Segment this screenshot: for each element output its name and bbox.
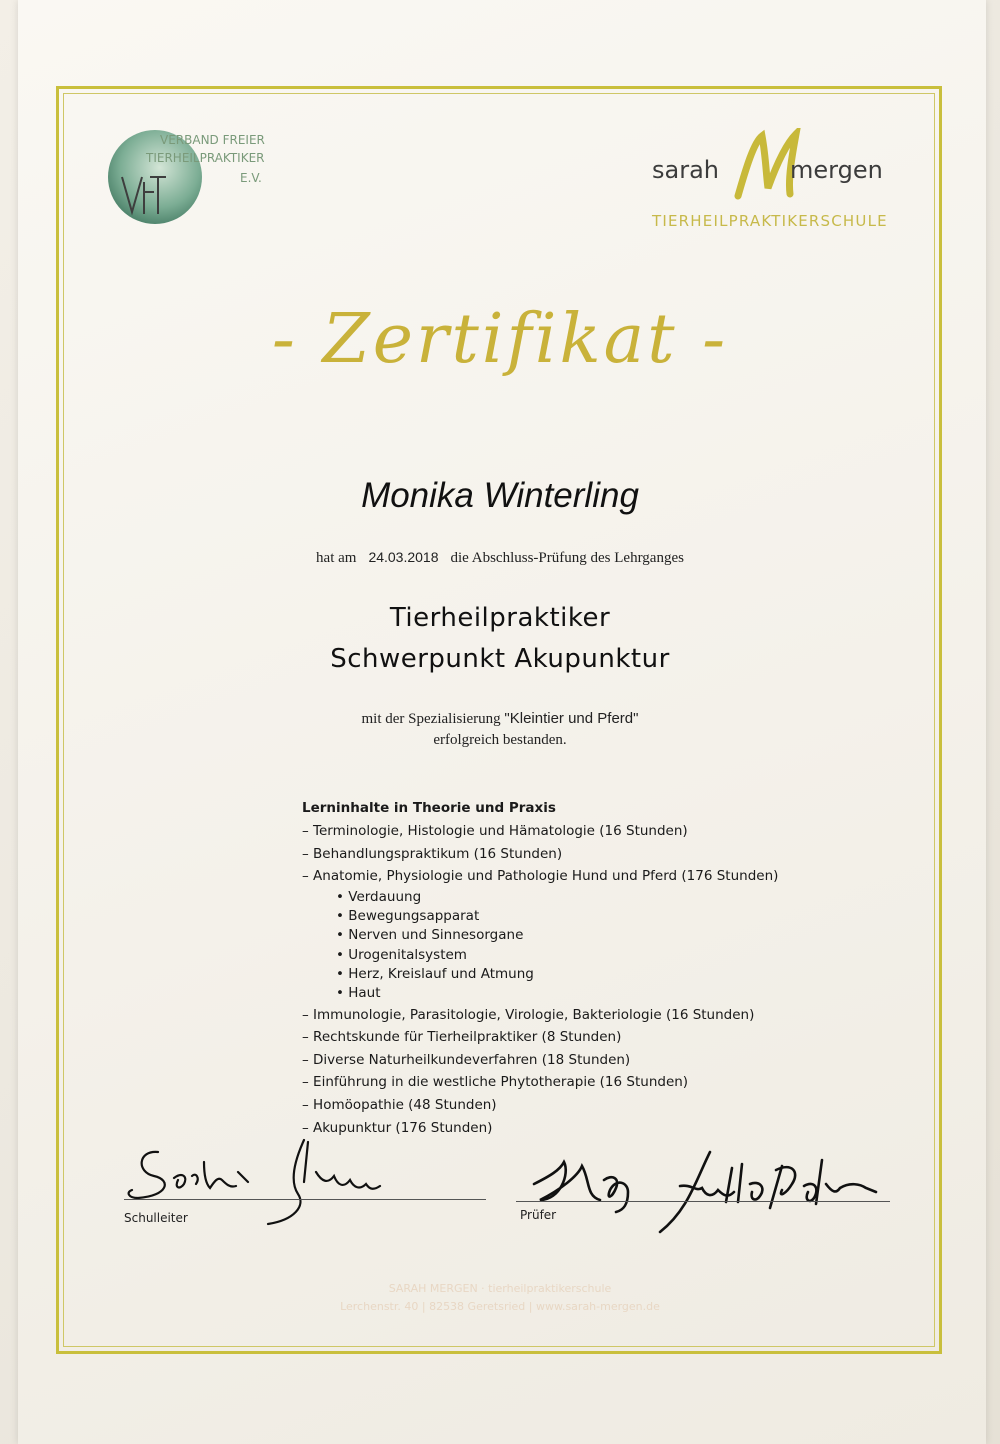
content-item: – Behandlungspraktikum (16 Stunden) xyxy=(302,845,563,862)
recipient-name: Monika Winterling xyxy=(361,476,639,515)
content-subitem: • Herz, Kreislauf und Atmung xyxy=(336,965,534,982)
specialization-line xyxy=(0,710,1000,728)
association-logo xyxy=(100,122,290,232)
content-subitem: • Urogenitalsystem xyxy=(336,946,467,963)
exam-date: 24.03.2018 xyxy=(368,549,439,565)
certificate-title: - Zertifikat - xyxy=(271,300,729,379)
signature-line-left xyxy=(124,1199,486,1200)
specialization-prefix: mit der Spezialisierung xyxy=(361,711,501,727)
logo-word-mergen: mergen xyxy=(790,156,883,184)
svg-text:VERBAND FREIER: VERBAND FREIER xyxy=(160,133,265,147)
content-subitem: • Bewegungsapparat xyxy=(336,908,480,925)
content-item: – Anatomie, Physiologie und Pathologie Hund und Pferd (176 Stunden) xyxy=(302,868,779,885)
svg-text:E.V.: E.V. xyxy=(240,171,262,185)
course-contents xyxy=(302,800,778,1139)
exam-suffix: die Abschluss-Prüfung des Lehrganges xyxy=(450,550,684,566)
content-item: – Immunologie, Parasitologie, Virologie, Bakteriologie (16 Stunden) xyxy=(302,1006,755,1023)
signature-label-right: Prüfer xyxy=(520,1208,557,1222)
content-item: – Einführung in die westliche Phytotherapie (16 Stunden) xyxy=(302,1074,689,1091)
result-line: erfolgreich bestanden. xyxy=(433,732,567,748)
content-item: – Akupunktur (176 Stunden) xyxy=(302,1119,493,1136)
specialization-value: "Kleintier und Pferd" xyxy=(504,710,639,727)
examiner-signature xyxy=(520,1140,910,1240)
signature-label-left: Schulleiter xyxy=(124,1211,188,1225)
content-subitem: • Haut xyxy=(336,985,381,1002)
signature-line-right xyxy=(516,1201,890,1202)
footer-school-name: SARAH MERGEN · tierheilpraktikerschule xyxy=(388,1282,612,1295)
content-item: – Terminologie, Histologie und Hämatologie (16 Stunden) xyxy=(302,823,688,839)
logo-word-sarah: sarah xyxy=(652,156,719,184)
svg-text:TIERHEILPRAKTIKER: TIERHEILPRAKTIKER xyxy=(146,151,265,165)
content-item: – Rechtskunde für Tierheilpraktiker (8 Stunden) xyxy=(302,1029,622,1046)
exam-prefix: hat am xyxy=(316,550,357,566)
association-seal-icon xyxy=(100,122,290,232)
course-title-line2: Schwerpunkt Akupunktur xyxy=(330,644,670,674)
exam-statement xyxy=(0,549,1000,567)
logo-school-text: TIERHEILPRAKTIKERSCHULE xyxy=(652,212,888,230)
course-title-line1: Tierheilpraktiker xyxy=(389,603,611,633)
content-subitem: • Nerven und Sinnesorgane xyxy=(336,927,524,944)
content-item: – Homöopathie (48 Stunden) xyxy=(302,1096,497,1113)
content-subitem: • Verdauung xyxy=(336,888,422,905)
school-logo xyxy=(640,128,900,238)
content-item: – Diverse Naturheilkundeverfahren (18 Stunden) xyxy=(302,1051,631,1068)
contents-heading: Lerninhalte in Theorie und Praxis xyxy=(302,800,556,816)
footer-address: Lerchenstr. 40 | 82538 Geretsried | www.sarah-mergen.de xyxy=(340,1300,660,1313)
